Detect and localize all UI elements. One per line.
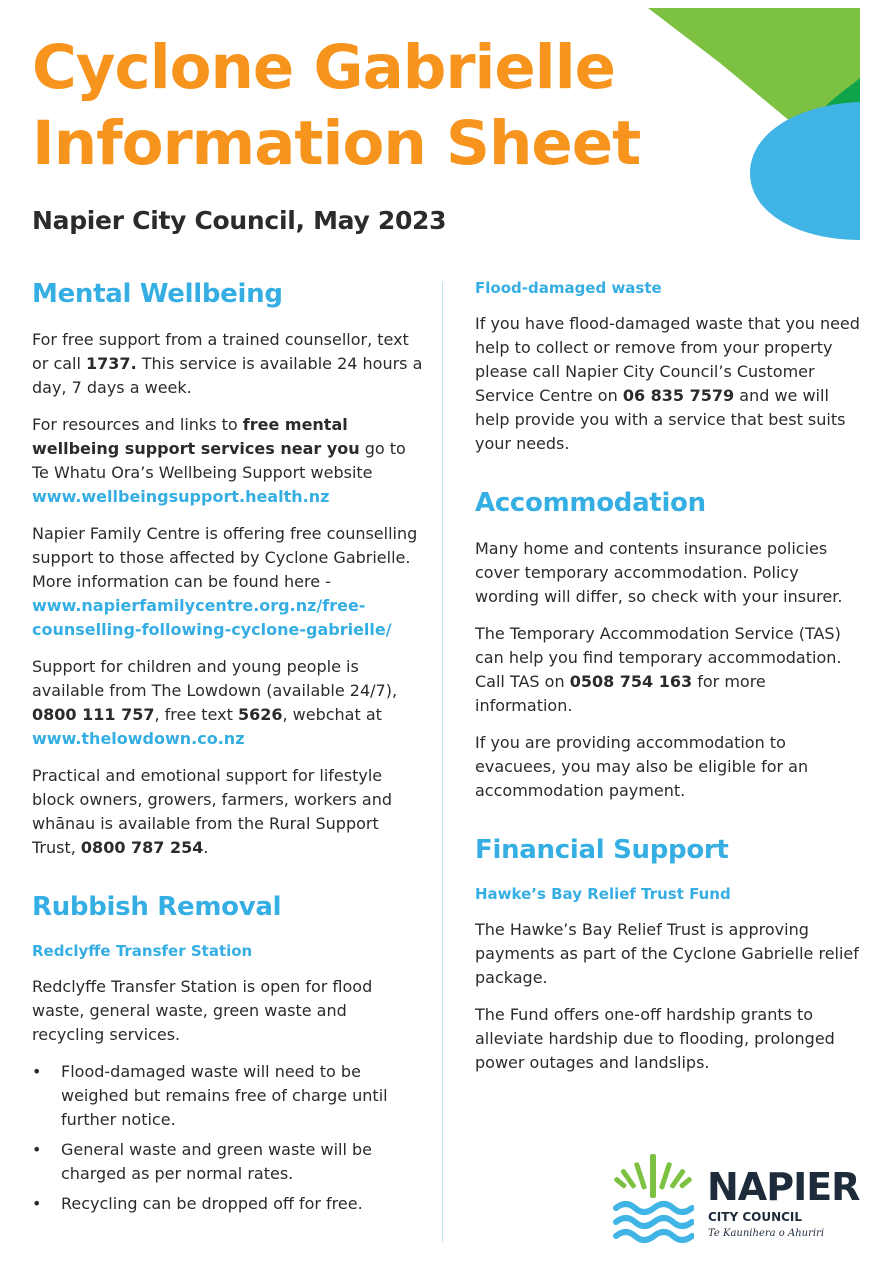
column-divider [442,282,443,1242]
right-column [475,278,860,1088]
rubbish-removal-heading: Rubbish Removal [32,892,282,922]
financial-support-section [475,832,860,1075]
financial-support-heading: Financial Support [475,835,729,865]
accommodation-section [475,485,860,803]
napier-city-council-logo [612,1150,862,1245]
mental-p5: Practical and emotional support for lifestyle block owners, growers, farmers, workers and whānau is available from the Rural Support Trust, 0800 787 254. [32,766,393,857]
thelowdown-link[interactable]: www.thelowdown.co.nz [32,729,245,748]
financial-p2: The Fund offers one-off hardship grants to alleviate hardship due to flooding, prolonged power outages and landslips. [475,1005,835,1072]
mental-p4: Support for children and young people is available from The Lowdown (available 24/7), 0800 111 757, free text 5626, webchat at www.thelowdown.co.nz [32,657,398,748]
list-item: • Flood-damaged waste will need to be weighed but remains free of charge until further notice. [32,1060,424,1132]
page-title [32,30,640,182]
rubbish-p1: Redclyffe Transfer Station is open for flood waste, general waste, green waste and recycling services. [32,977,373,1044]
napier-family-centre-link[interactable]: www.napierfamilycentre.org.nz/free-counselling-following-cyclone-gabrielle/ [32,596,392,639]
mental-wellbeing-heading: Mental Wellbeing [32,279,283,309]
list-item: • General waste and green waste will be charged as per normal rates. [32,1138,424,1186]
rubbish-removal-section [32,889,424,1216]
accommodation-heading: Accommodation [475,488,706,518]
list-item: • Recycling can be dropped off for free. [32,1192,424,1216]
mental-wellbeing-section [32,276,424,860]
logo-name: NAPIER [707,1165,860,1209]
wellbeing-support-link[interactable]: www.wellbeingsupport.health.nz [32,487,330,506]
left-column [32,276,424,1222]
title-line-1: Cyclone Gabrielle [32,32,615,103]
logo-tagline: Te Kaunihera o Ahuriri [708,1228,825,1239]
mental-p3: Napier Family Centre is offering free counselling support to those affected by Cyclone Gabrielle. More information can be found here - www.napierfamilycentre.org.nz/free-counselling-following-cyclone-gabrielle/ [32,524,418,639]
mental-p2: For resources and links to free mental wellbeing support services near you go to Te Whatu Ora’s Wellbeing Support website www.wellbeingsupport.health.nz [32,415,406,506]
relief-trust-subheading: Hawke’s Bay Relief Trust Fund [475,885,731,903]
financial-p1: The Hawke’s Bay Relief Trust is approving payments as part of the Cyclone Gabrielle relief package. [475,920,859,987]
accommodation-p3: If you are providing accommodation to evacuees, you may also be eligible for an accommodation payment. [475,733,809,800]
redclyffe-subheading: Redclyffe Transfer Station [32,942,253,960]
accommodation-p1: Many home and contents insurance policies cover temporary accommodation. Policy wording will differ, so check with your insurer. [475,539,843,606]
logo-subtitle: CITY COUNCIL [708,1210,803,1224]
page-subtitle: Napier City Council, May 2023 [32,206,447,235]
flood-p1: If you have flood-damaged waste that you need help to collect or remove from your property please call Napier City Council’s Customer Service Centre on 06 835 7579 and we will help provide you with a service that best suits your needs. [475,314,860,453]
title-line-2: Information Sheet [32,108,641,179]
rubbish-bullets [32,1060,424,1216]
mental-p1: For free support from a trained counsellor, text or call 1737. This service is available 24 hours a day, 7 days a week. [32,330,423,397]
flood-waste-section [475,278,860,456]
flood-waste-subheading: Flood-damaged waste [475,279,662,297]
napier-council-logo-icon [612,1150,694,1245]
phone-1737: 1737. [86,354,137,373]
corner-decoration [648,8,860,240]
accommodation-p2: The Temporary Accommodation Service (TAS) can help you find temporary accommodation. Call TAS on 0508 754 163 for more information. [475,624,842,715]
